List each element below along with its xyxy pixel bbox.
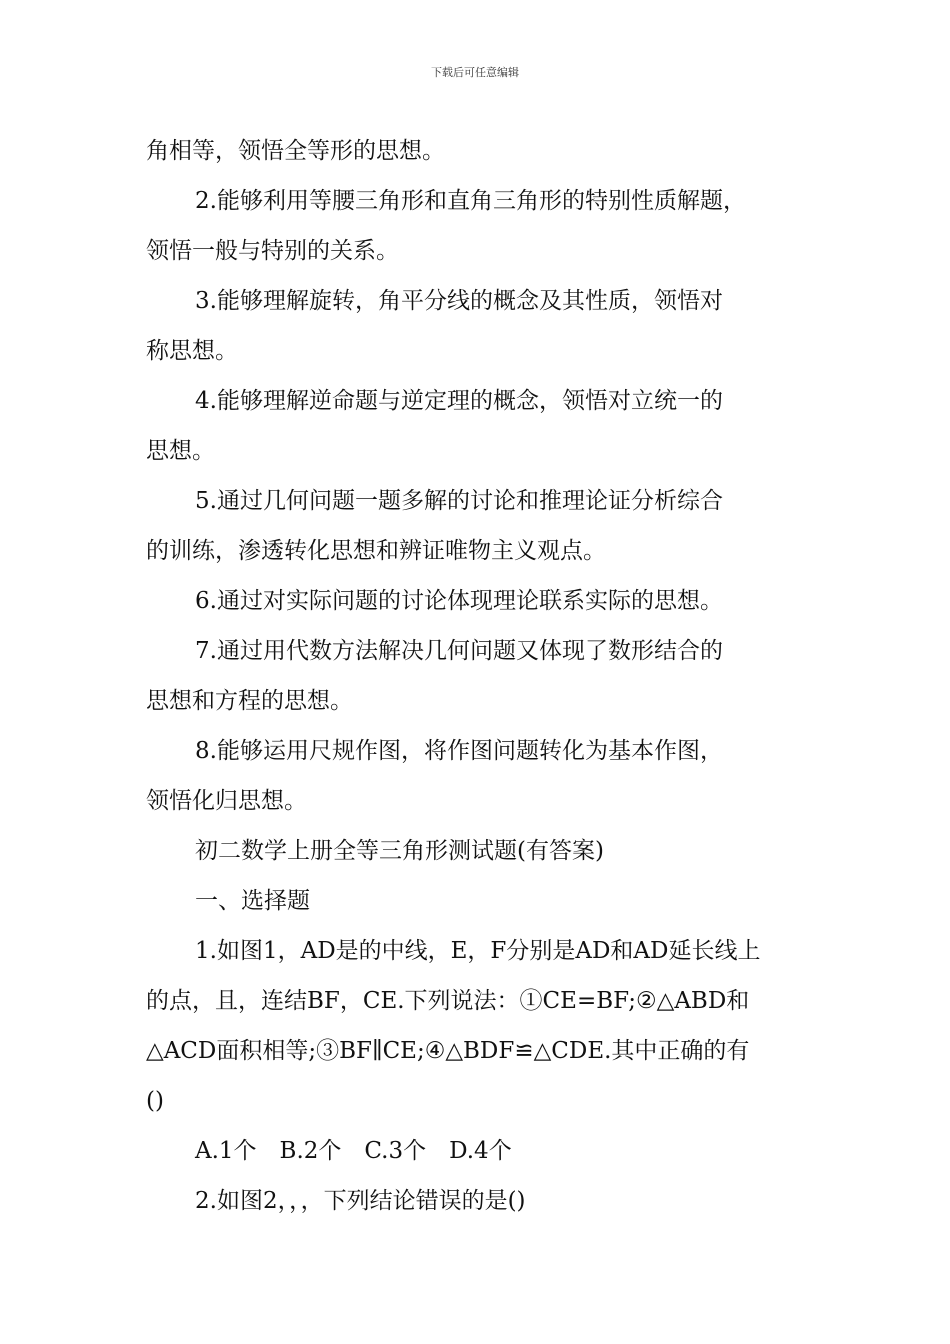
text-line: 3.能够理解旋转，角平分线的概念及其性质，领悟对 xyxy=(195,288,723,314)
text-line: △ACD面积相等;③BF∥CE;④△BDF≌△CDE.其中正确的有 xyxy=(146,1038,750,1064)
document-body xyxy=(146,126,814,1226)
question-2 xyxy=(146,1176,814,1226)
text-line: 领悟化归思想。 xyxy=(146,788,307,814)
text-line: 领悟一般与特别的关系。 xyxy=(146,238,399,264)
text-line: 4.能够理解逆命题与逆定理的概念，领悟对立统一的 xyxy=(195,388,723,414)
text-line: () xyxy=(146,1088,164,1114)
text-line: 8.能够运用尺规作图，将作图问题转化为基本作图， xyxy=(195,738,723,764)
text-line: 7.通过用代数方法解决几何问题又体现了数形结合的 xyxy=(195,638,723,664)
paragraph-objective-3 xyxy=(146,276,814,376)
question-1-options xyxy=(146,1126,814,1176)
text-line: 2.如图2，，，下列结论错误的是() xyxy=(195,1188,526,1214)
text-line: 的点，且，连结BF，CE.下列说法：①CE=BF;②△ABD和 xyxy=(146,988,750,1014)
text-line: 1.如图1，AD是的中线，E，F分别是AD和AD延长线上 xyxy=(195,938,761,964)
paragraph-objective-7 xyxy=(146,626,814,726)
text-line: 一、选择题 xyxy=(195,888,310,914)
paragraph-continuation xyxy=(146,126,814,176)
test-title xyxy=(146,826,814,876)
text-line: A.1个 B.2个 C.3个 D.4个 xyxy=(195,1138,512,1164)
text-line: 思想。 xyxy=(146,438,215,464)
page-header-note: 下载后可任意编辑 xyxy=(431,66,519,79)
paragraph-objective-2 xyxy=(146,176,814,276)
text-line: 角相等，领悟全等形的思想。 xyxy=(146,138,445,164)
paragraph-objective-6 xyxy=(146,576,814,626)
paragraph-objective-8 xyxy=(146,726,814,826)
text-line: 的训练，渗透转化思想和辨证唯物主义观点。 xyxy=(146,538,606,564)
text-line: 初二数学上册全等三角形测试题(有答案) xyxy=(195,838,604,864)
text-line: 5.通过几何问题一题多解的讨论和推理论证分析综合 xyxy=(195,488,723,514)
section-heading xyxy=(146,876,814,926)
text-line: 思想和方程的思想。 xyxy=(146,688,353,714)
text-line: 6.通过对实际问题的讨论体现理论联系实际的思想。 xyxy=(195,588,723,614)
text-line: 称思想。 xyxy=(146,338,238,364)
paragraph-objective-5 xyxy=(146,476,814,576)
text-line: 2.能够利用等腰三角形和直角三角形的特别性质解题， xyxy=(195,188,746,214)
question-1 xyxy=(146,926,814,1126)
paragraph-objective-4 xyxy=(146,376,814,476)
